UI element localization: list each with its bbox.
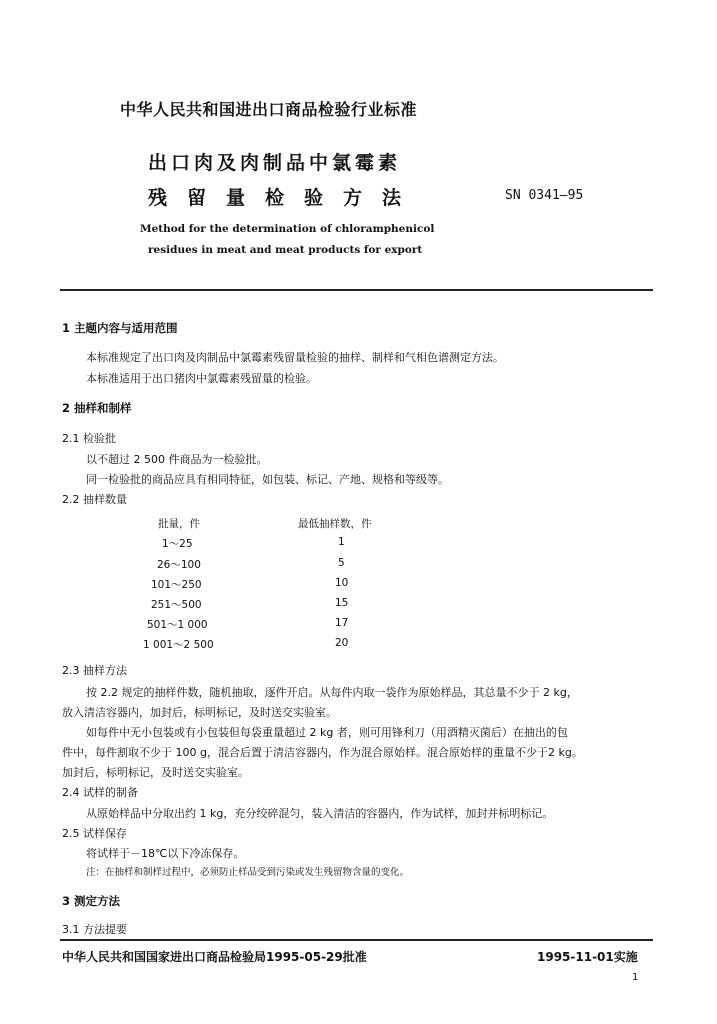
document-title-line2: 残留量检验方法 — [148, 187, 422, 209]
section-2-1-paragraph-1: 以不超过 2 500 件商品为一检验批。 — [86, 453, 268, 466]
table-cell-batch: 1 001～2 500 — [143, 639, 214, 651]
section-2-2-heading: 2.2 抽样数量 — [62, 493, 127, 506]
section-2-heading: 2 抽样和制样 — [62, 401, 132, 415]
section-1-paragraph-2: 本标准适用于出口猪肉中氯霉素残留量的检验。 — [86, 372, 317, 385]
table-cell-min: 10 — [335, 577, 349, 589]
table-header-min-samples: 最低抽样数，件 — [298, 518, 372, 530]
section-3-heading: 3 测定方法 — [62, 894, 121, 908]
bottom-divider — [60, 939, 653, 941]
section-2-5-note: 注：在抽样和制样过程中，必须防止样品受到污染或发生残留物含量的变化。 — [86, 867, 410, 878]
table-cell-batch: 1～25 — [162, 538, 193, 550]
page-number: 1 — [632, 972, 639, 983]
section-2-5-paragraph: 将试样于－18℃以下冷冻保存。 — [86, 847, 245, 860]
section-2-3-paragraph-2a: 如每件中无小包装或有小包装但每袋重量超过 2 kg 者，则可用锋利刀（用酒精灭菌后）在抽出的包 — [86, 726, 568, 739]
table-header-batch: 批量，件 — [158, 518, 200, 530]
section-2-4-paragraph: 从原始样品中分取出约 1 kg，充分绞碎混匀，装入清洁的容器内，作为试样，加封并标明标记。 — [86, 807, 554, 820]
section-1-heading: 1 主题内容与适用范围 — [62, 321, 178, 335]
table-cell-batch: 501～1 000 — [147, 619, 208, 631]
section-2-3-paragraph-2c: 加封后，标明标记，及时送交实验室。 — [62, 766, 249, 779]
standard-number: SN 0341—95 — [505, 188, 584, 203]
section-2-1-heading: 2.1 检验批 — [62, 432, 116, 445]
table-cell-batch: 101～250 — [151, 579, 202, 591]
approval-footer: 中华人民共和国国家进出口商品检验局1995-05-29批准 — [62, 950, 367, 964]
section-1-paragraph-1: 本标准规定了出口肉及肉制品中氯霉素残留量检验的抽样、制样和气相色谱测定方法。 — [86, 351, 504, 364]
section-2-1-paragraph-2: 同一检验批的商品应具有相同特征，如包装、标记、产地、规格和等级等。 — [86, 473, 449, 486]
table-cell-batch: 251～500 — [151, 599, 202, 611]
standard-category-header: 中华人民共和国进出口商品检验行业标准 — [120, 100, 418, 119]
table-cell-min: 1 — [338, 536, 345, 548]
section-2-3-paragraph-2b: 件中，每件割取不少于 100 g，混合后置于清洁容器内，作为混合原始样。混合原始样的重量不少于2 kg。 — [62, 746, 583, 759]
section-2-5-heading: 2.5 试样保存 — [62, 827, 127, 840]
implementation-footer: 1995-11-01实施 — [537, 950, 638, 964]
english-title-line1: Method for the determination of chloramphenicol — [140, 223, 435, 235]
section-2-3-paragraph-1a: 按 2.2 规定的抽样件数，随机抽取，逐件开启。从每件内取一袋作为原始样品，其总量不少于 2 kg， — [86, 686, 578, 699]
section-2-3-heading: 2.3 抽样方法 — [62, 664, 127, 677]
table-cell-batch: 26～100 — [157, 559, 201, 571]
table-cell-min: 17 — [335, 617, 349, 629]
top-divider — [60, 289, 653, 291]
document-title-line1: 出口肉及肉制品中氯霉素 — [148, 152, 402, 174]
section-2-3-paragraph-1b: 放入清洁容器内，加封后，标明标记，及时送交实验室。 — [62, 706, 337, 719]
table-cell-min: 15 — [335, 597, 349, 609]
section-2-4-heading: 2.4 试样的制备 — [62, 786, 138, 799]
english-title-line2: residues in meat and meat products for export — [148, 244, 423, 256]
table-cell-min: 20 — [335, 637, 349, 649]
section-3-1-heading: 3.1 方法提要 — [62, 923, 127, 936]
table-cell-min: 5 — [338, 557, 345, 569]
